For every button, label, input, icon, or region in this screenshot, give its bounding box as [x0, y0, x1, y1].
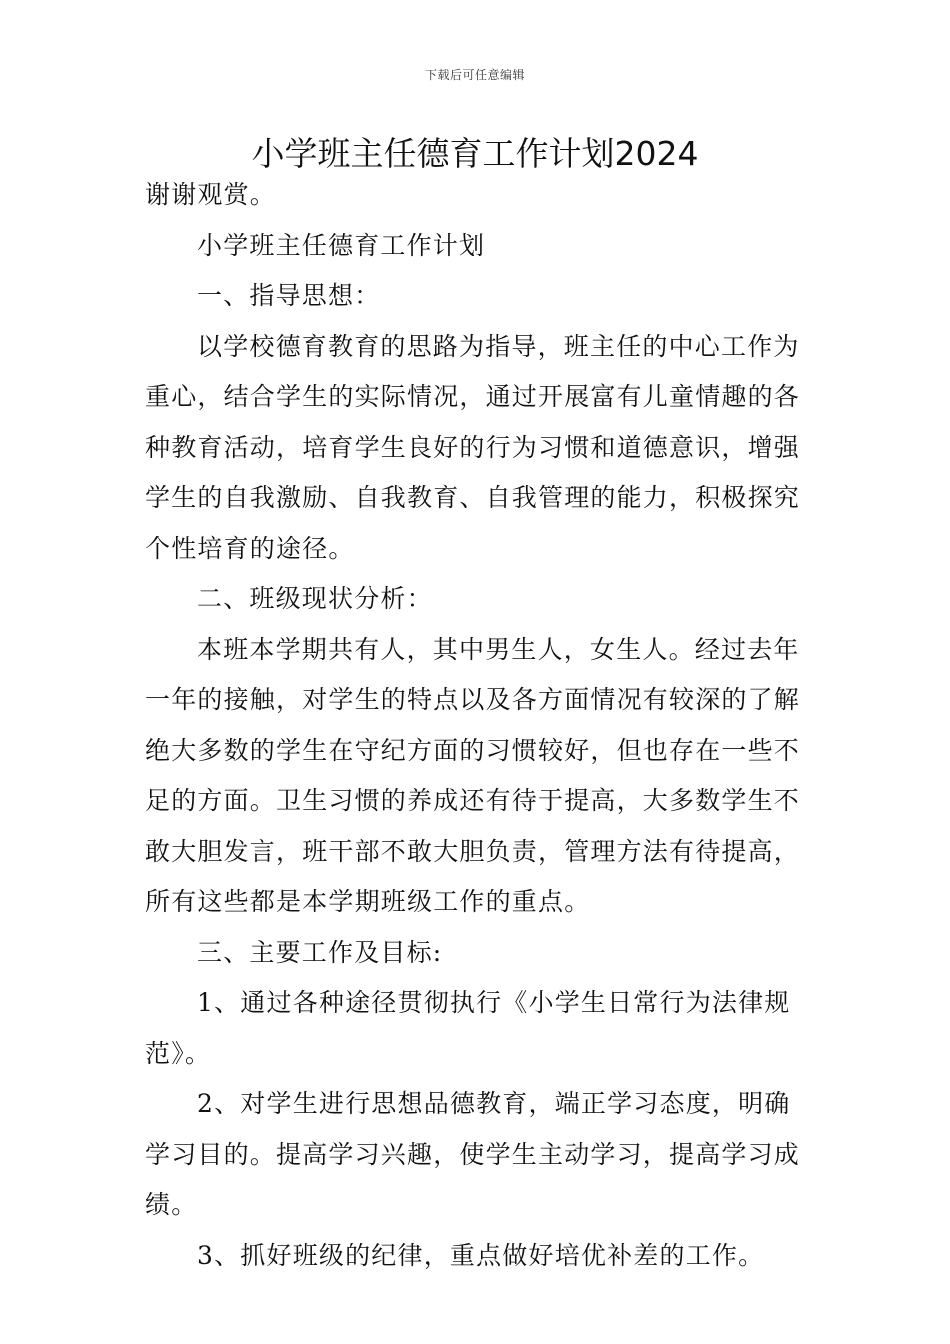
list-item-2: 2、对学生进行思想品德教育，端正学习态度，明确学习目的。提高学习兴趣，使学生主动学习，提高学习成绩。 — [145, 1089, 801, 1219]
document-title: 小学班主任德育工作计划2024 — [251, 134, 699, 173]
section-subtitle: 小学班主任德育工作计划 — [197, 230, 486, 260]
closing-line: 谢谢观赏。 — [145, 180, 277, 209]
list-item-1: 1、通过各种途径贯彻执行《小学生日常行为法律规范》。 — [145, 988, 791, 1068]
paragraph-class-analysis: 本班本学期共有人，其中男生人，女生人。经过去年一年的接触，对学生的特点以及各方面情况有较深的了解绝大多数的学生在守纪方面的习惯较好，但也存在一些不足的方面。卫生习惯的养成还有待于提高，大多数学生不敢大胆发言，班干部不敢大胆负责，管理方法有待提高，所有这些都是本学期班级工作的重点。 — [145, 634, 801, 916]
header-note: 下载后可任意编辑 — [424, 68, 525, 82]
section-heading-3: 三、主要工作及目标: — [197, 937, 443, 967]
list-item-3: 3、抓好班级的纪律，重点做好培优补差的工作。 — [197, 1240, 765, 1270]
section-heading-1: 一、指导思想： — [197, 281, 381, 310]
document-body — [145, 170, 810, 1281]
section-heading-2: 二、班级现状分析： — [197, 584, 433, 613]
paragraph-guiding-ideas: 以学校德育教育的思路为指导，班主任的中心工作为重心，结合学生的实际情况，通过开展富有儿童情趣的各种教育活动，培育学生良好的行为习惯和道德意识，增强学生的自我激励、自我教育、自我管理的能力，积极探究个性培育的途径。 — [145, 331, 801, 563]
